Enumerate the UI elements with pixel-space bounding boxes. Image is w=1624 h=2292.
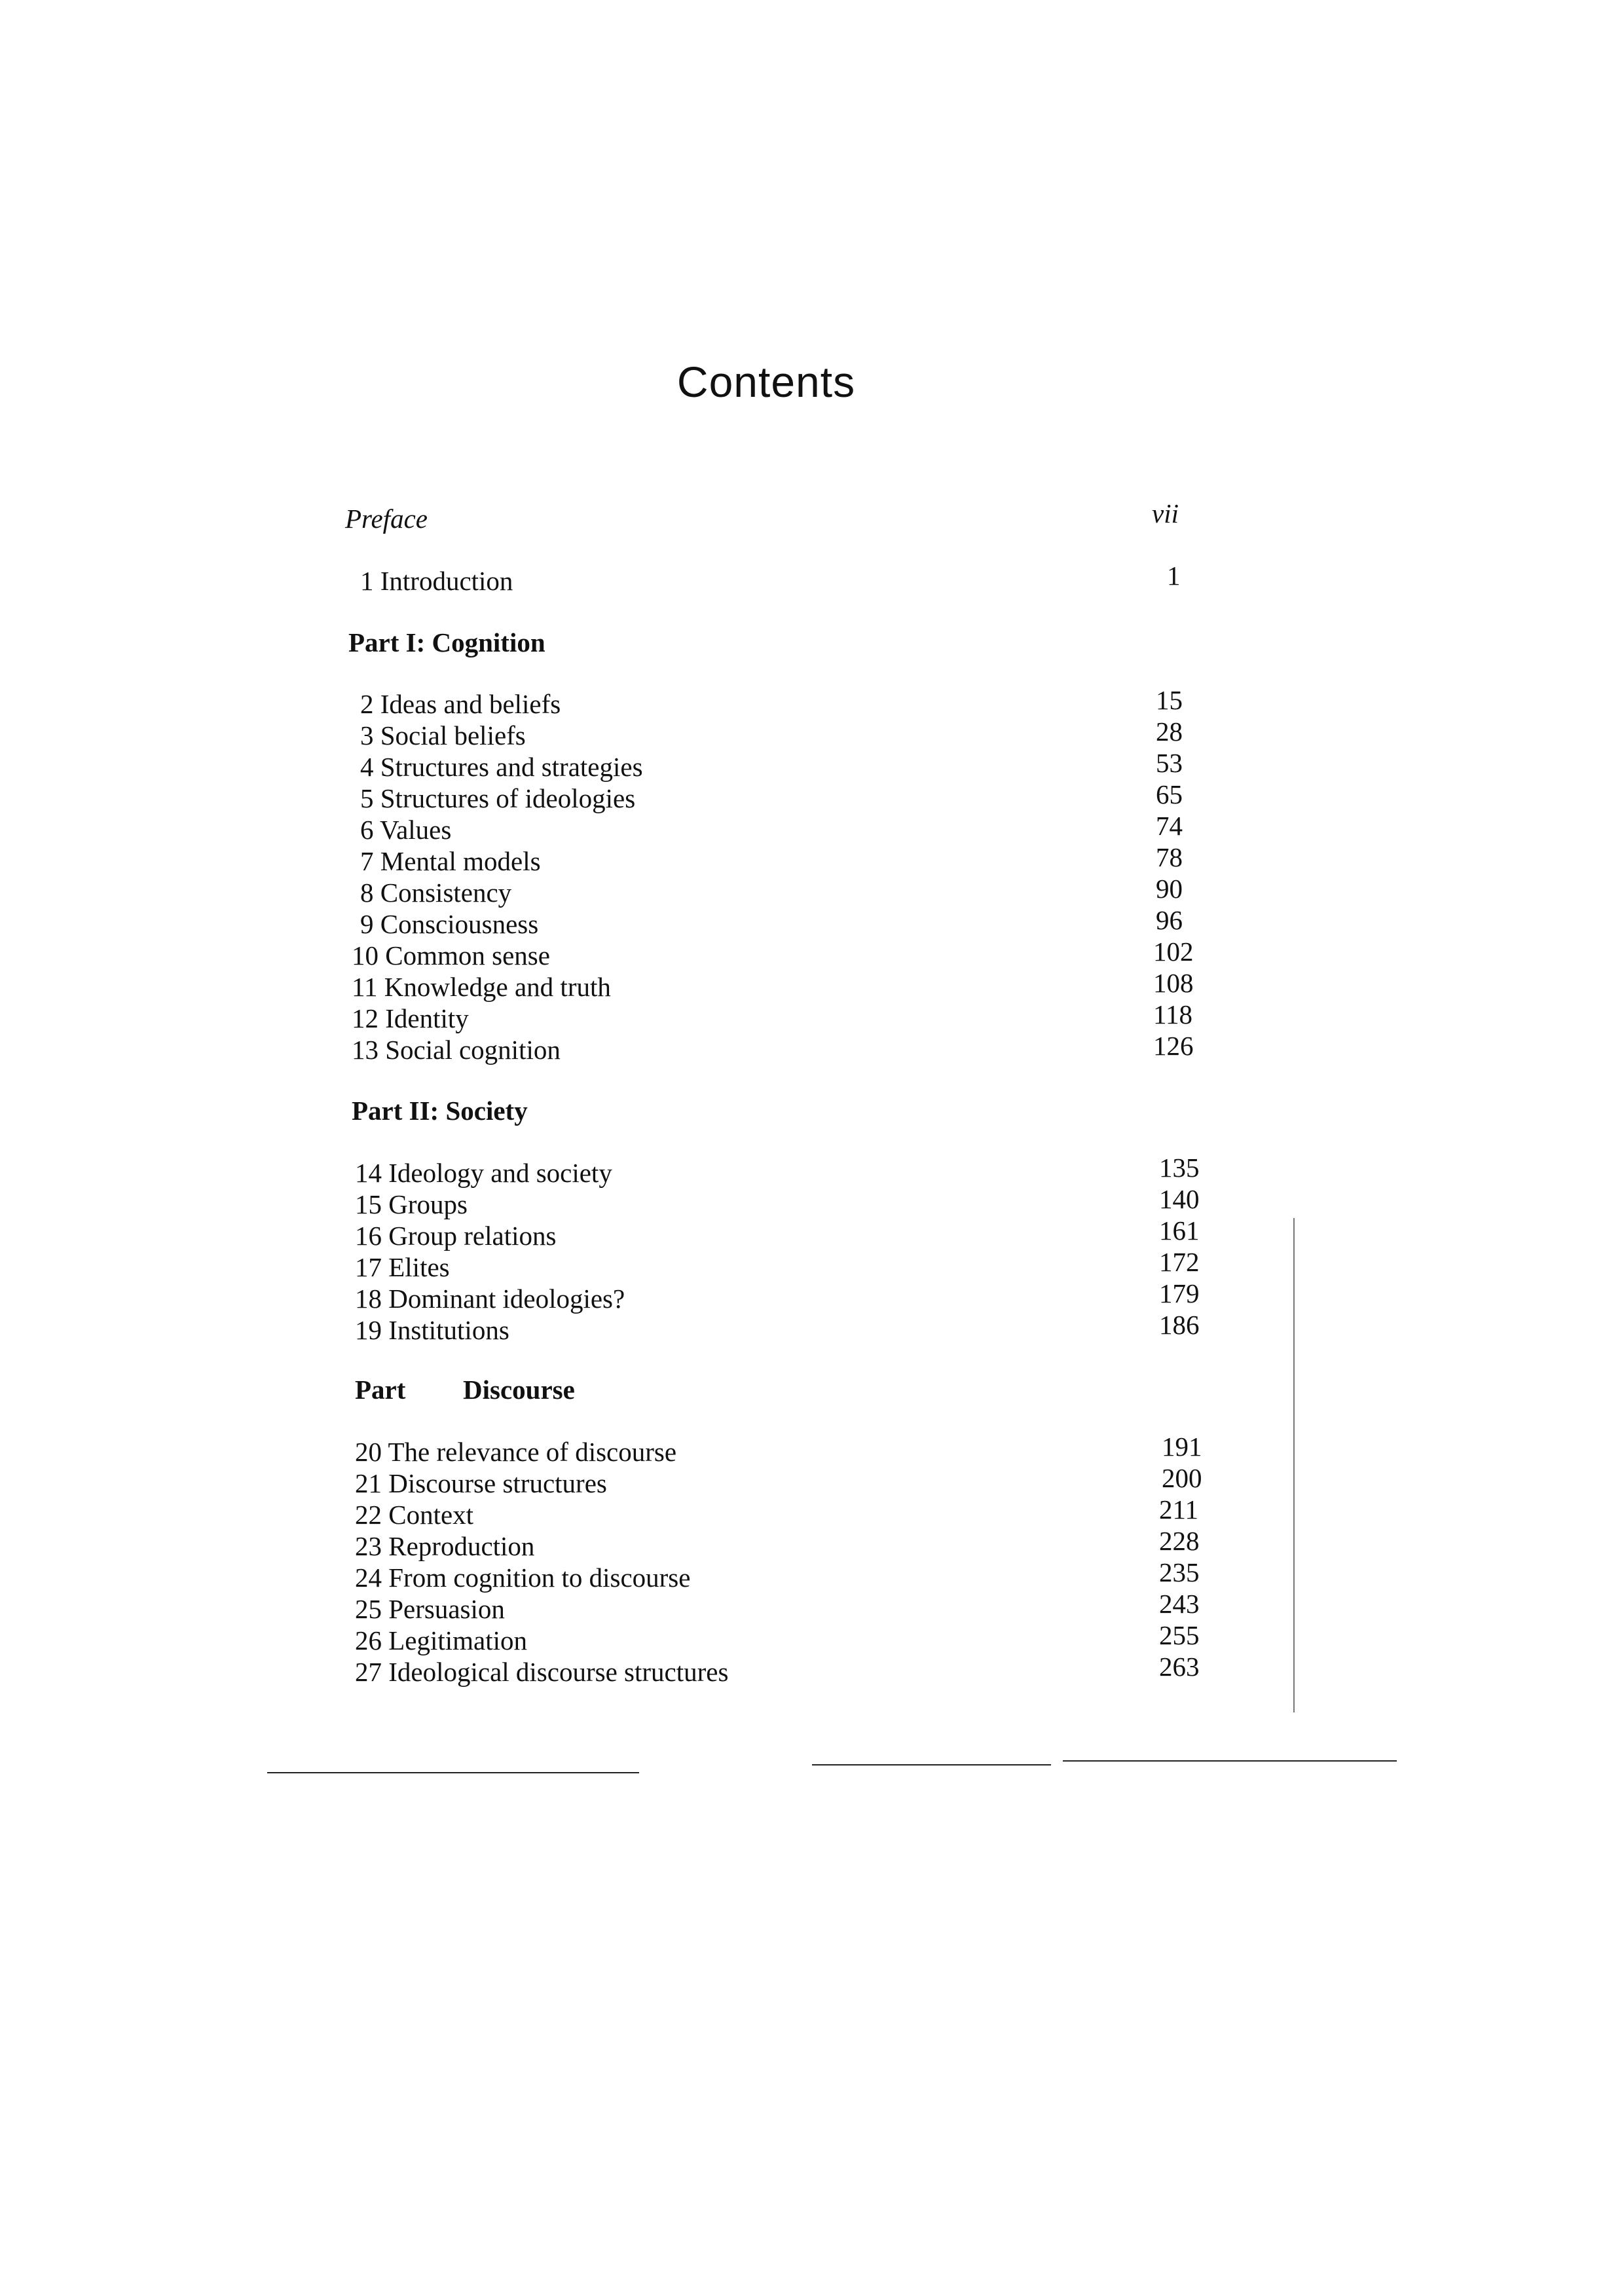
vertical-rule xyxy=(1293,1218,1295,1712)
toc-entry-page: 186 xyxy=(1159,1310,1200,1340)
toc-entry-label: 16 Group relations xyxy=(355,1221,557,1251)
toc-entry-label: 18 Dominant ideologies? xyxy=(355,1284,625,1314)
toc-entry-label: 17 Elites xyxy=(355,1252,450,1282)
toc-entry-page: 108 xyxy=(1153,968,1194,998)
toc-entry-page: 191 xyxy=(1162,1432,1202,1462)
part-heading-cognition: Part I: Cognition xyxy=(348,627,545,657)
toc-entry-page: 118 xyxy=(1153,999,1192,1029)
toc-entry-label: 12 Identity xyxy=(352,1003,469,1033)
toc-entry-label: 25 Persuasion xyxy=(355,1594,505,1624)
toc-entry-label: 27 Ideological discourse structures xyxy=(355,1657,729,1687)
page-title: Contents xyxy=(676,358,856,406)
toc-entry-label: 5 Structures of ideologies xyxy=(360,783,636,813)
toc-entry-page: 179 xyxy=(1159,1278,1200,1308)
toc-entry-page: 74 xyxy=(1156,811,1183,841)
toc-entry-label: 20 The relevance of discourse xyxy=(355,1437,677,1467)
toc-entry-label: 9 Consciousness xyxy=(360,909,539,939)
horizontal-rule xyxy=(1063,1760,1397,1762)
toc-entry-label: 13 Social cognition xyxy=(352,1035,561,1065)
toc-entry-page: 1 xyxy=(1167,561,1181,591)
toc-entry-label: 26 Legitimation xyxy=(355,1625,528,1655)
toc-entry-label: 22 Context xyxy=(355,1500,474,1530)
toc-entry-page: 96 xyxy=(1156,905,1183,935)
part-heading-part: Part xyxy=(355,1375,406,1405)
toc-entry-page: 15 xyxy=(1156,685,1183,715)
toc-entry-label: 19 Institutions xyxy=(355,1315,509,1345)
toc-entry-page: 161 xyxy=(1159,1215,1200,1246)
toc-entry-page: 28 xyxy=(1156,716,1183,747)
toc-entry-label: 7 Mental models xyxy=(360,846,541,876)
toc-entry-page: 65 xyxy=(1156,779,1183,809)
toc-entry-label: 3 Social beliefs xyxy=(360,720,526,750)
part-heading-title: Discourse xyxy=(463,1375,575,1405)
toc-entry-label: 2 Ideas and beliefs xyxy=(360,689,561,719)
toc-entry-page: 228 xyxy=(1159,1526,1200,1556)
toc-entry-page: 53 xyxy=(1156,748,1183,778)
toc-entry-label: 24 From cognition to discourse xyxy=(355,1562,691,1593)
toc-entry-page: 135 xyxy=(1159,1153,1200,1183)
toc-entry-label: 14 Ideology and society xyxy=(355,1158,612,1188)
toc-entry-page: 211 xyxy=(1159,1494,1198,1525)
toc-entry-label: 4 Structures and strategies xyxy=(360,752,643,782)
toc-entry-page: 263 xyxy=(1159,1652,1200,1682)
toc-entry-label: 23 Reproduction xyxy=(355,1531,535,1561)
toc-entry-page: 140 xyxy=(1159,1184,1200,1214)
toc-entry-page: 78 xyxy=(1156,842,1183,872)
toc-entry-label: 21 Discourse structures xyxy=(355,1468,607,1498)
horizontal-rule xyxy=(267,1772,639,1773)
part-heading-discourse xyxy=(355,1374,575,1405)
toc-entry-label: 11 Knowledge and truth xyxy=(352,972,611,1002)
toc-entry-page: 200 xyxy=(1162,1463,1202,1493)
toc-entry-label: Preface xyxy=(345,504,428,534)
toc-entry-label: 8 Consistency xyxy=(360,878,512,908)
toc-entry-page: 243 xyxy=(1159,1589,1200,1619)
toc-entry-page: vii xyxy=(1152,498,1179,528)
toc-entry-label: 1 Introduction xyxy=(360,566,513,596)
toc-entry-page: 102 xyxy=(1153,936,1194,967)
toc-entry-label: 10 Common sense xyxy=(352,940,550,970)
toc-entry-label: 15 Groups xyxy=(355,1189,468,1219)
toc-entry-page: 90 xyxy=(1156,874,1183,904)
toc-entry-page: 172 xyxy=(1159,1247,1200,1277)
horizontal-rule xyxy=(812,1764,1051,1765)
toc-entry-label: 6 Values xyxy=(360,815,452,845)
toc-entry-page: 235 xyxy=(1159,1557,1200,1587)
toc-entry-page: 255 xyxy=(1159,1620,1200,1650)
part-heading-society: Part II: Society xyxy=(352,1096,528,1126)
toc-entry-page: 126 xyxy=(1153,1031,1194,1061)
